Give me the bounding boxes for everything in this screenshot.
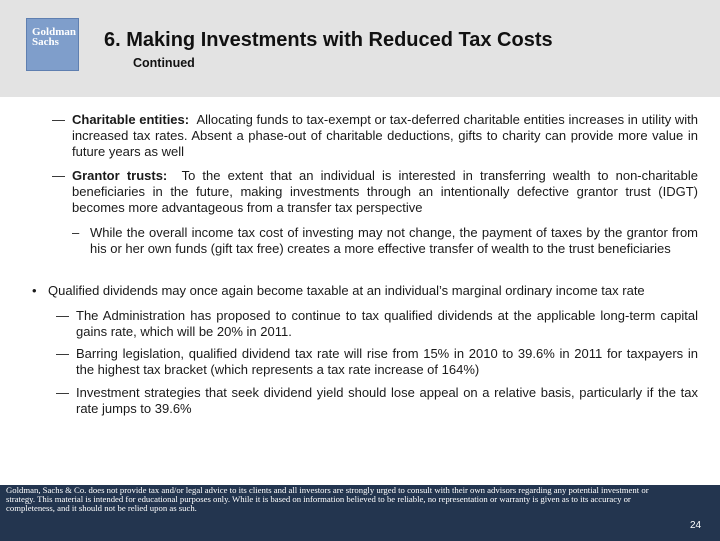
legal-disclaimer: Goldman, Sachs & Co. does not provide tax and/or legal advice to its clients and all investors are strongly urged to consult with their own advisors regarding any potential investment or strategy. This material is intended for educational purposes only. While it is based on information believed to be reliable, no representation or warranty is given as to its accuracy or completeness, and it should not be relied upon as such. [6,485,649,513]
dash-marker: — [56,385,69,400]
dividends-sub-item-3: Investment strategies that seek dividend yield should lose appeal on a relative basis, particularly if the tax rate jumps to 39.6% [76,385,698,416]
grantor-trusts-text: To the extent that an individual is interested in transferring wealth to non-charitable beneficiaries in the future, making investments through an intentionally defective grantor trust (IDGT) becomes more advantageous from a transfer tax perspective [72,168,698,215]
grantor-trusts-sub-item: While the overall income tax cost of investing may not change, the payment of taxes by the grantor from his or her own funds (gift tax free) creates a more effective transfer of wealth to the trust beneficiaries [90,225,698,256]
dividends-sub-item-2: Barring legislation, qualified dividend tax rate will rise from 15% in 2010 to 39.6% in 2011 for taxpayers in the highest tax bracket (which represents a tax rate increase of 164%) [76,346,698,377]
logo-line-2: Sachs [32,36,59,48]
charitable-entities-text: Allocating funds to tax-exempt or tax-deferred charitable entities increases in utility with increased tax rates. Absent a phase-out of charitable deductions, gifts to charity can provide more value in future years as well [72,112,698,159]
dividends-sub-item-1: The Administration has proposed to continue to tax qualified dividends at the applicable long-term capital gains rate, which will be 20% in 2011. [76,308,698,339]
dash-marker: — [52,168,65,183]
grantor-trusts-item [72,168,698,216]
page-subtitle: Continued [133,56,195,70]
page-number: 24 [690,520,702,531]
charitable-entities-item [72,112,698,160]
dash-marker: — [56,308,69,323]
page-title: 6. Making Investments with Reduced Tax Costs [104,29,553,51]
logo-line-1: Goldman [32,26,77,38]
header-band [0,0,720,97]
bullet-marker: • [32,283,37,298]
grantor-trusts-label: Grantor trusts: [72,168,168,183]
sub-dash-marker: – [72,225,80,240]
goldman-sachs-logo [26,18,79,71]
charitable-entities-label: Charitable entities: [72,112,190,127]
qualified-dividends-item: Qualified dividends may once again become taxable at an individual’s marginal ordinary income tax rate [48,283,645,298]
dash-marker: — [56,346,69,361]
dash-marker: — [52,112,65,127]
